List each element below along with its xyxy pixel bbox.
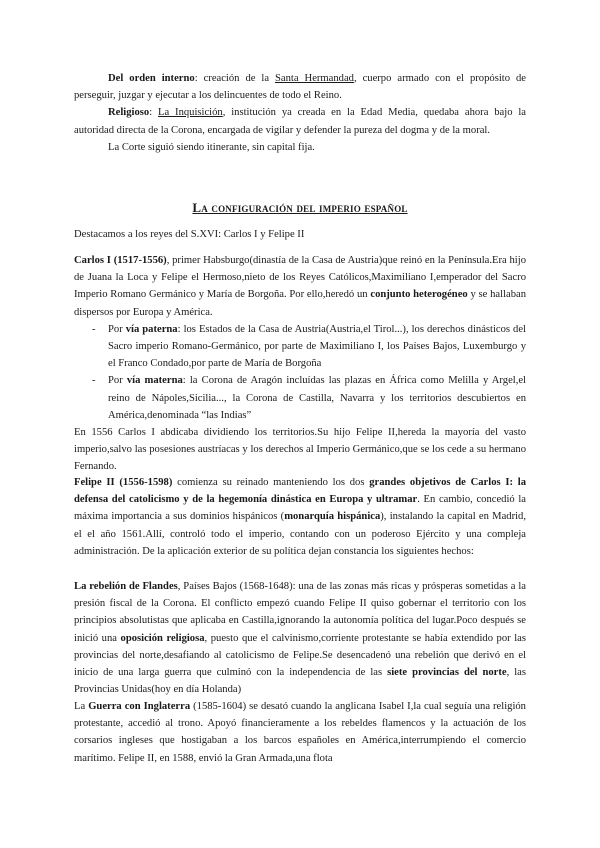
oposicion-religiosa-term: oposición religiosa — [120, 632, 205, 644]
text-run: Por — [108, 375, 127, 387]
felipe-block — [74, 474, 526, 560]
carlos-paragraph — [74, 252, 526, 321]
section-title: La configuración del imperio español — [192, 200, 408, 215]
text-run: , cuerpo armado con el propósito de perseguir, juzgar y ejecutar a los delincuentes de todo el Reino. — [74, 73, 526, 102]
intro-block — [74, 226, 526, 243]
siete-provincias-term: siete provincias del norte — [387, 667, 507, 679]
inquisicion-term: La Inquisición — [158, 107, 223, 119]
guerra-inglaterra-term: Guerra con Inglaterra — [88, 701, 191, 712]
bullet-via-paterna — [74, 321, 526, 373]
flandes-paragraph — [74, 578, 526, 698]
carlos-block — [74, 252, 526, 476]
text-run: , institución ya creada en la Edad Media, quedaba ahora bajo la autoridad directa de la Corona, encargada de vigilar y defender la pureza del dogma y de la moral. — [74, 107, 527, 136]
dash-bullet: - — [92, 375, 96, 387]
text-run: , Países Bajos (1568-1648): una de las zonas más ricas y prósperas sometidas a la presión fiscal de la Corona. El conflicto empezó cuando Felipe II quiso gobernar el territorio con los principios absolutistas que aplicaba en Castilla,ignorando la autonomía política del lugar.Poco después se inició una — [74, 581, 526, 644]
via-materna-term: vía materna — [126, 375, 183, 387]
text-run: y se hallaban dispersos por Europa y América. — [74, 289, 527, 318]
inglaterra-block — [74, 698, 526, 767]
intro-paragraph: Destacamos a los reyes del S.XVI: Carlos I y Felipe II — [74, 229, 305, 240]
religioso-term: Religioso — [108, 107, 150, 119]
dash-bullet: - — [92, 323, 96, 335]
text-run: ), instalando la capital en Madrid, el el año 1561.Allí, controló todo el imperio, contando con un poderoso Ejército y una compleja administración. De la aplicación exterior de su política dejan constancia los siguientes hechos: — [74, 511, 526, 557]
bullet-via-materna — [74, 372, 526, 424]
text-run: : creación de la — [194, 73, 276, 84]
objetivos-term: grandes objetivos de Carlos I: la defensa del catolicismo y de la hegemonía dinástica en Europa y ultramar — [74, 477, 527, 506]
text-run: comienza su reinado manteniendo los dos — [172, 477, 370, 488]
conjunto-heterogeneo-term: conjunto heterogéneo — [370, 289, 468, 301]
text-run: Por — [108, 323, 126, 335]
text-run: (1585-1604) se desató cuando la anglicana Isabel I,la cual seguía una religión protestante, accedió al trono. Apoyó financieramente a los rebeldes flamencos y la actuación de los corsarios ingleses que hostigaban a los barcos españoles en América,interrumpiendo el comercio marítimo. Felipe II, en 1588, envió la Gran Armada,una flota — [74, 701, 526, 764]
text-run: La — [74, 701, 89, 712]
corte-paragraph: La Corte siguió siendo itinerante, sin capital fija. — [108, 141, 315, 153]
felipe-paragraph — [74, 474, 526, 560]
flandes-block — [74, 578, 526, 698]
text-run: , puesto que el calvinismo,corriente protestante se había extendido por las provincias del norte,desafiando al catolicismo de Felipe.Se desencadenó una rebelión que derivó en el inicio de una larga guerra que culminó con la independencia de las — [74, 632, 526, 679]
text-run: : — [149, 107, 159, 119]
orden-interno-block — [74, 70, 526, 156]
religioso-paragraph — [74, 104, 526, 138]
orden-interno-paragraph — [74, 70, 526, 104]
monarquia-hispanica-term: monarquía hispánica — [284, 511, 381, 523]
abdicacion-paragraph: En 1556 Carlos I abdicaba dividiendo los territorios.Su hijo Felipe II,hereda la mayoría del vasto imperio,salvo las posesiones austríacas y los derechos al Imperio Germánico,que se los cede a su hermano Fernando. — [74, 427, 526, 473]
text-run: : los Estados de la Casa de Austria(Austria,el Tirol...), los derechos dinásticos del Sacro imperio Romano-Germánico, por parte de Maximiliano I, los Países Bajos, Luxemburgo y el Franco Condado,por parte de María de Borgoña — [108, 323, 526, 370]
text-run: . En cambio, concedió la máxima importancia a sus dominios hispánicos ( — [74, 494, 526, 523]
section-heading-block — [74, 199, 526, 216]
carlos-name: Carlos I (1517-1556) — [74, 255, 167, 266]
orden-interno-term: Del orden interno — [108, 73, 195, 84]
santa-hermandad-term: Santa Hermandad — [275, 73, 354, 84]
felipe-name: Felipe II (1556-1598) — [74, 477, 173, 488]
inglaterra-paragraph — [74, 698, 526, 767]
via-paterna-term: vía paterna — [125, 323, 178, 335]
text-run: , las Provincias Unidas(hoy en día Holanda) — [74, 667, 527, 696]
text-run: : la Corona de Aragón incluídas las plazas en África como Melilla y Argel,el reino de Nápoles,Sicilia..., la Corona de Castilla, Navarra y los territorios descubiertos en América,denominada “las Indias” — [108, 375, 527, 421]
text-run: , primer Habsburgo(dinastía de la Casa de Austria)que reinó en la Península.Era hijo de Juana la Loca y Felipe el Hermoso,nieto de los Reyes Católicos,Maximiliano I,emperador del Sacro Imperio Romano Germánico y María de Borgoña. Por ello,heredó un — [74, 255, 526, 301]
rebelion-flandes-term: La rebelión de Flandes — [74, 581, 178, 592]
